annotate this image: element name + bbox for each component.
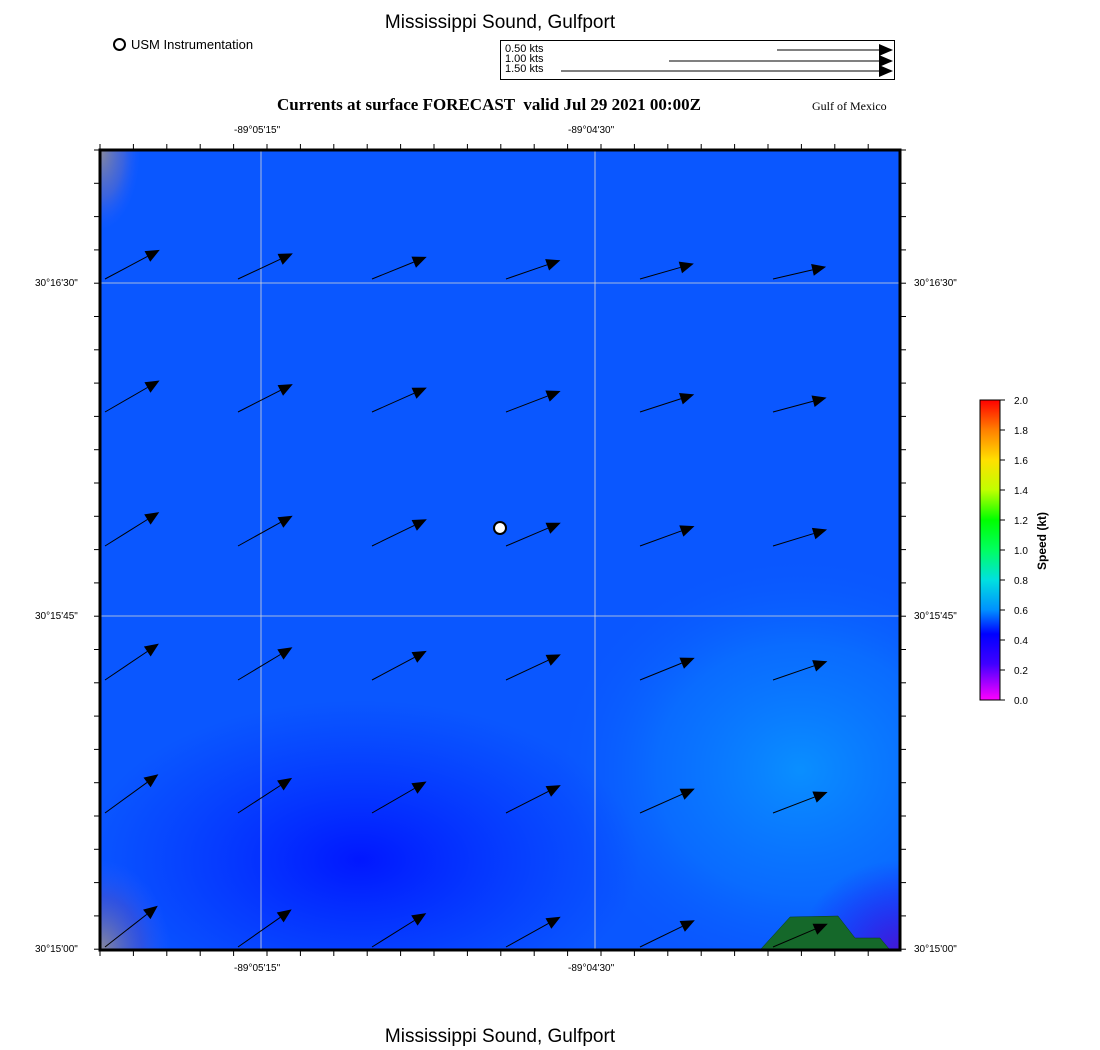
- lat-tick-left-3: 30°15'00": [35, 944, 78, 955]
- nodata-corner-top-left: [100, 150, 140, 230]
- colorbar-label: Speed (kt): [1035, 511, 1049, 570]
- colorbar-tick-label: 0.6: [1014, 606, 1028, 617]
- colorbar-tick-label: 1.8: [1014, 426, 1028, 437]
- speed-legend-label-1-00: 1.00 kts: [505, 53, 544, 65]
- colorbar-tick-label: 0.2: [1014, 666, 1028, 677]
- lon-tick-top-2: -89°04'30": [568, 125, 615, 136]
- colorbar-tick-label: 1.6: [1014, 456, 1028, 467]
- map-title: Mississippi Sound, Gulfport: [384, 12, 616, 33]
- colorbar-tick-label: 0.8: [1014, 576, 1028, 587]
- map-frame: [80, 144, 1040, 1020]
- nodata-corner-bottom-left: [100, 860, 170, 950]
- lat-tick-right-2: 30°15'45": [914, 611, 957, 622]
- lat-tick-left-2: 30°15'45": [35, 611, 78, 622]
- colorbar-tick-label: 1.0: [1014, 546, 1028, 557]
- speed-legend-label-1-50: 1.50 kts: [505, 63, 544, 75]
- colorbar-tick-label: 0.0: [1014, 696, 1028, 707]
- colorbar-tick-label: 1.4: [1014, 486, 1028, 497]
- colorbar-tick-label: 1.2: [1014, 516, 1028, 527]
- forecast-subtitle: Currents at surface FORECAST valid Jul 29 2021 00:00Z: [277, 95, 701, 114]
- lat-tick-right-3: 30°15'00": [914, 944, 957, 955]
- usm-instrumentation-label: USM Instrumentation: [131, 37, 254, 52]
- colorbar-tick-label: 2.0: [1014, 396, 1028, 407]
- lon-tick-bottom-1: -89°05'15": [234, 963, 281, 974]
- speed-colorbar: [980, 396, 1028, 707]
- lon-tick-top-1: -89°05'15": [234, 125, 281, 136]
- colorbar-tick-label: 0.4: [1014, 636, 1028, 647]
- lat-tick-right-1: 30°16'30": [914, 278, 957, 289]
- region-label: Gulf of Mexico: [812, 99, 887, 113]
- speed-legend-label-0-50: 0.50 kts: [505, 43, 544, 55]
- lat-tick-left-1: 30°16'30": [35, 278, 78, 289]
- lon-tick-bottom-2: -89°04'30": [568, 963, 615, 974]
- station-circle-icon: [494, 522, 506, 534]
- footer-title: Mississippi Sound, Gulfport: [384, 1026, 616, 1047]
